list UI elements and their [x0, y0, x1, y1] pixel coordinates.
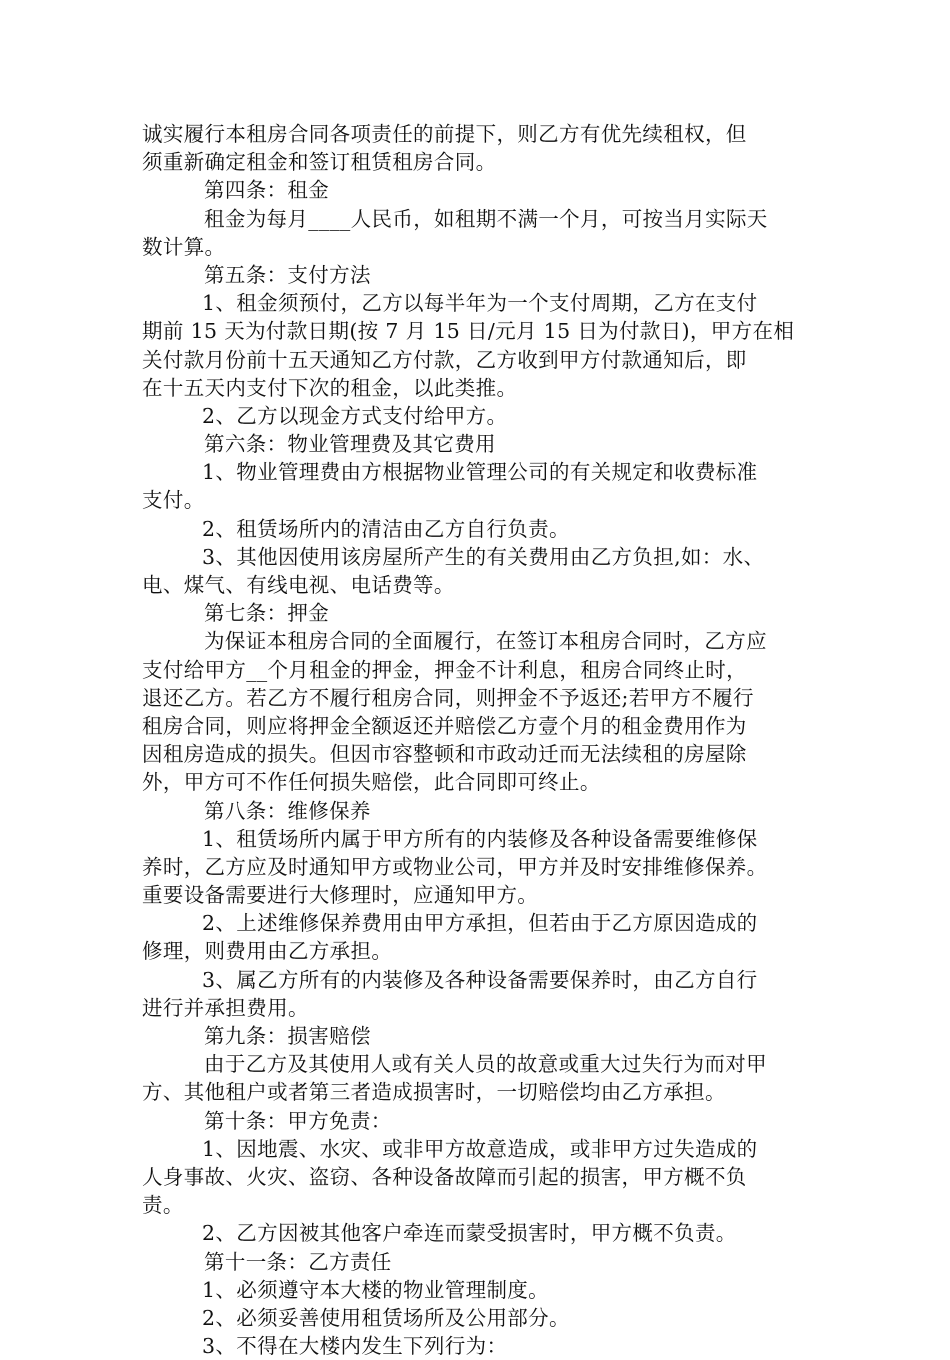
document-line: 人身事故、火灾、盗窃、各种设备故障而引起的损害，甲方概不负: [142, 1164, 747, 1189]
document-line: 修理，则费用由乙方承担。: [142, 939, 393, 964]
document-line: 1、租赁场所内属于甲方所有的内装修及各种设备需要维修保: [202, 826, 758, 851]
document-line: 进行并承担费用。: [142, 995, 309, 1020]
document-line: 第七条：押金: [204, 601, 330, 626]
document-line: 3、不得在大楼内发生下列行为：: [202, 1334, 508, 1359]
document-line: 数计算。: [142, 234, 226, 259]
document-line: 期前 15 天为付款日期(按 7 月 15 日/元月 15 日为付款日)，甲方在相: [142, 319, 795, 344]
document-line: 诚实履行本租房合同各项责任的前提下，则乙方有优先续租权，但: [142, 122, 747, 146]
document-line: 支付给甲方__个月租金的押金，押金不计利息，租房合同终止时，: [142, 657, 747, 682]
document-line: 电、煤气、有线电视、电话费等。: [142, 573, 455, 597]
document-line: 外，甲方可不作任何损失赔偿，此合同即可终止。: [142, 770, 601, 795]
document-line: 第十一条：乙方责任: [204, 1249, 392, 1274]
document-line: 2、上述维修保养费用由甲方承担，但若由于乙方原因造成的: [202, 911, 758, 936]
document-line: 2、乙方以现金方式支付给甲方。: [202, 403, 508, 428]
document-line: 在十五天内支付下次的租金，以此类推。: [142, 375, 518, 400]
document-line: 第九条：损害赔偿: [204, 1024, 371, 1048]
document-line: 须重新确定租金和签订租赁租房合同。: [142, 150, 497, 175]
document-line: 1、物业管理费由方根据物业管理公司的有关规定和收费标准: [202, 460, 758, 485]
document-line: 第六条：物业管理费及其它费用: [204, 432, 496, 457]
document-line: 1、租金须预付，乙方以每半年为一个支付周期，乙方在支付: [202, 291, 758, 316]
document-line: 由于乙方及其使用人或有关人员的故意或重大过失行为而对甲: [204, 1052, 767, 1077]
document-line: 1、必须遵守本大楼的物业管理制度。: [202, 1277, 549, 1302]
document-line: 关付款月份前十五天通知乙方付款，乙方收到甲方付款通知后，即: [142, 347, 747, 372]
document-line: 因租房造成的损失。但因市容整顿和市政动迁而无法续租的房屋除: [142, 742, 747, 767]
document-line: 养时，乙方应及时通知甲方或物业公司，甲方并及时安排维修保养。: [142, 854, 768, 879]
document-line: 3、属乙方所有的内装修及各种设备需要保养时，由乙方自行: [202, 967, 758, 992]
document-line: 为保证本租房合同的全面履行，在签订本租房合同时，乙方应: [204, 629, 767, 654]
document-line: 1、因地震、水灾、或非甲方故意造成，或非甲方过失造成的: [202, 1136, 758, 1161]
document-page: [142, 120, 812, 1360]
document-line: 第八条：维修保养: [204, 798, 371, 823]
document-line: 2、乙方因被其他客户牵连而蒙受损害时，甲方概不负责。: [202, 1221, 737, 1246]
document-line: 第十条：甲方免责：: [204, 1108, 392, 1133]
document-line: 重要设备需要进行大修理时，应通知甲方。: [142, 883, 539, 908]
document-line: 租房合同，则应将押金全额返还并赔偿乙方壹个月的租金费用作为: [142, 713, 747, 738]
document-line: 2、租赁场所内的清洁由乙方自行负责。: [202, 516, 570, 541]
document-line: 2、必须妥善使用租赁场所及公用部分。: [202, 1305, 570, 1330]
document-line: 第四条：租金: [204, 178, 330, 203]
document-line: 支付。: [142, 488, 205, 513]
document-line: 方、其他租户或者第三者造成损害时，一切赔偿均由乙方承担。: [142, 1080, 726, 1105]
document-line: 第五条：支付方法: [204, 262, 371, 287]
document-line: 退还乙方。若乙方不履行租房合同，则押金不予返还;若甲方不履行: [142, 685, 754, 710]
document-line: 租金为每月____人民币，如租期不满一个月，可按当月实际天: [204, 206, 768, 231]
document-line: 3、其他因使用该房屋所产生的有关费用由乙方负担,如：水、: [202, 544, 765, 569]
document-line: 责。: [142, 1193, 184, 1218]
